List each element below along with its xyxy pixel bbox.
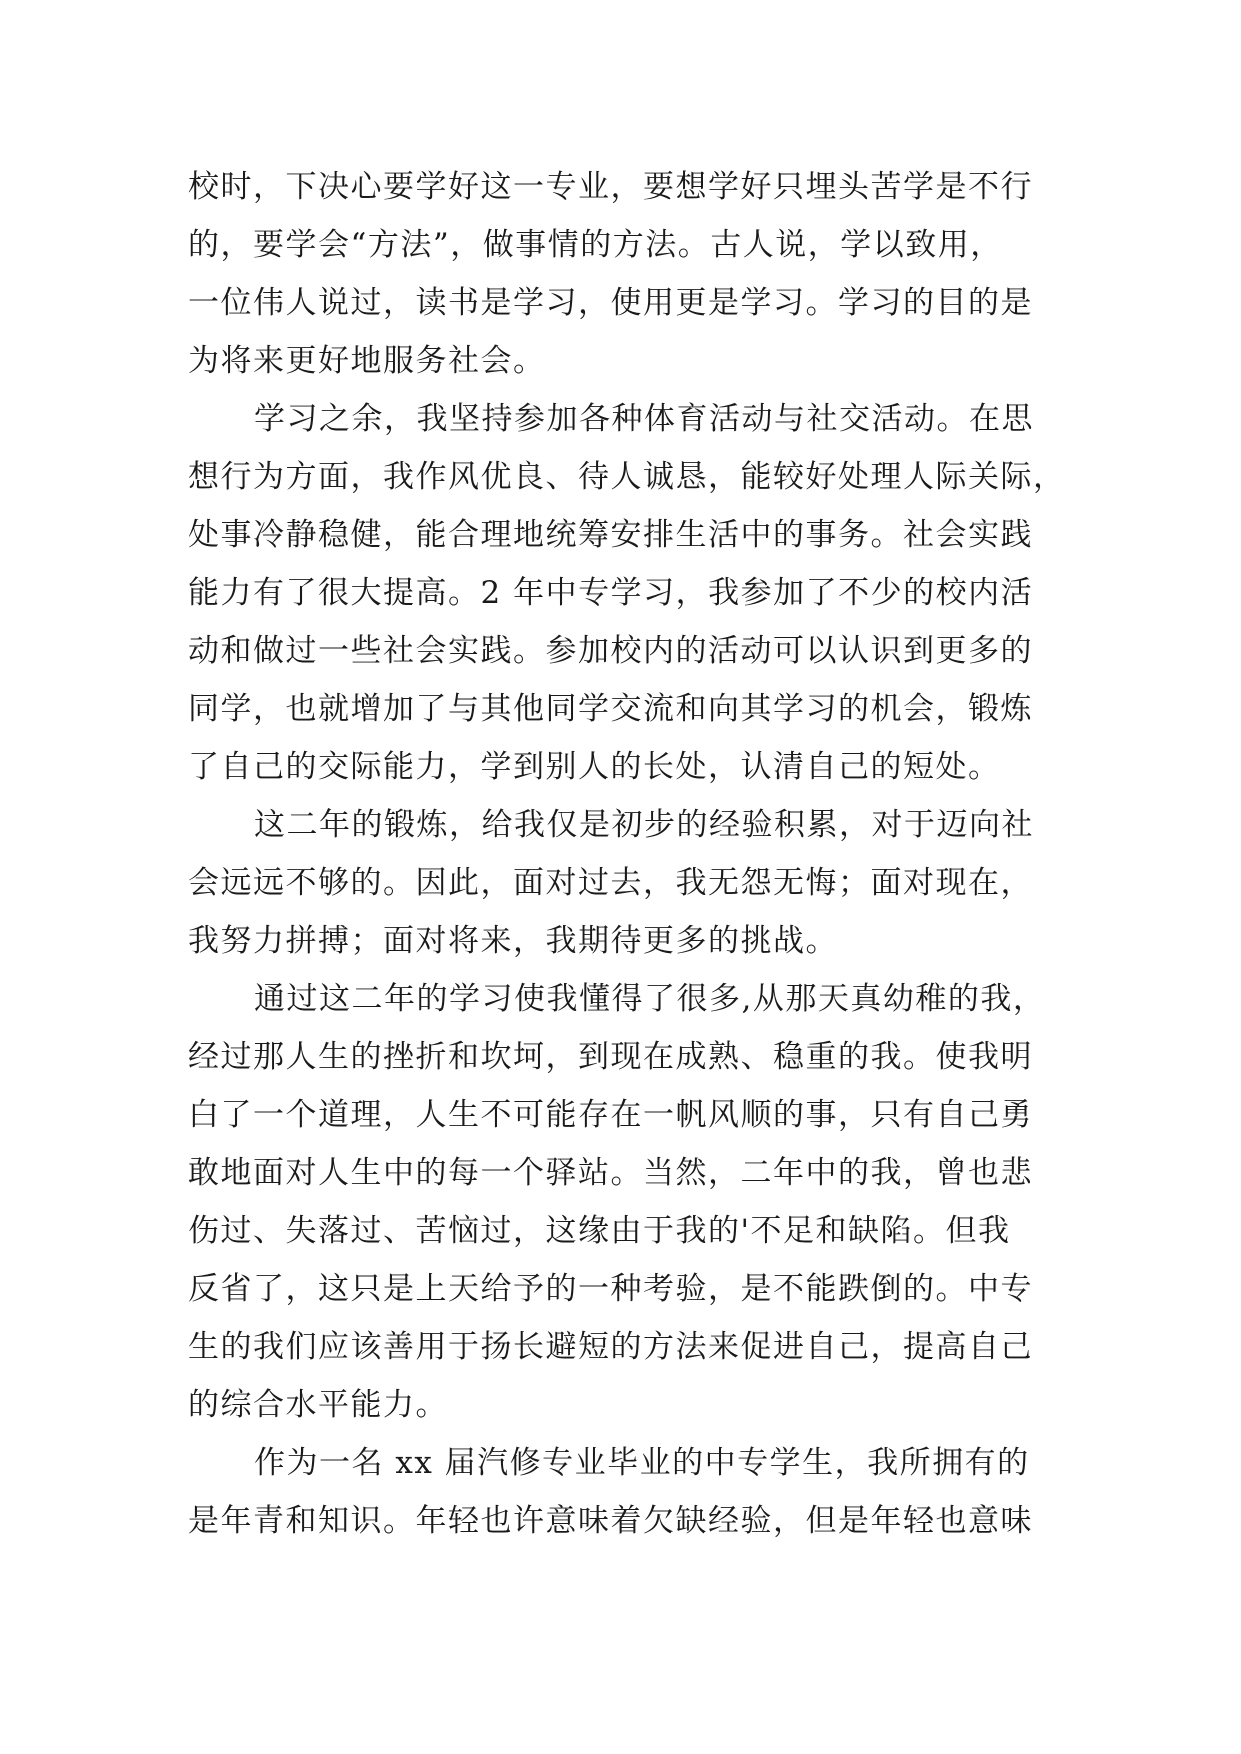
text-line: 一位伟人说过，读书是学习，使用更是学习。学习的目的是: [188, 285, 1033, 321]
text-line: 了自己的交际能力，学到别人的长处，认清自己的短处。: [188, 749, 1001, 785]
text-line: 想行为方面，我作风优良、待人诚恳，能较好处理人际关际，: [188, 459, 1066, 495]
text-line: 反省了，这只是上天给予的一种考验，是不能跌倒的。中专: [188, 1271, 1033, 1307]
text-line: 动和做过一些社会实践。参加校内的活动可以认识到更多的: [188, 633, 1033, 669]
text-line: 同学，也就增加了与其他同学交流和向其学习的机会，锻炼: [188, 691, 1033, 727]
text-line: 敢地面对人生中的每一个驿站。当然，二年中的我，曾也悲: [188, 1155, 1033, 1191]
paragraph-first-line: 通过这二年的学习使我懂得了很多,从那天真幼稚的我，: [254, 981, 1046, 1017]
paragraph-first-line: 作为一名 xx 届汽修专业毕业的中专学生，我所拥有的: [254, 1445, 1030, 1481]
text-line: 白了一个道理，人生不可能存在一帆风顺的事，只有自己勇: [188, 1097, 1033, 1133]
text-line: 经过那人生的挫折和坎坷，到现在成熟、稳重的我。使我明: [188, 1039, 1033, 1075]
paragraph-first-line: 这二年的锻炼，给我仅是初步的经验积累，对于迈向社: [254, 807, 1034, 843]
text-line: 伤过、失落过、苦恼过，这缘由于我的'不足和缺陷。但我: [188, 1213, 1011, 1249]
paragraph-first-line: 学习之余，我坚持参加各种体育活动与社交活动。在思: [254, 401, 1034, 437]
body-text: [188, 158, 1068, 1550]
text-line: 处事冷静稳健，能合理地统筹安排生活中的事务。社会实践: [188, 517, 1033, 553]
text-line: 校时，下决心要学好这一专业，要想学好只埋头苦学是不行: [188, 169, 1033, 205]
text-line: 我努力拼搏；面对将来，我期待更多的挑战。: [188, 923, 838, 959]
text-line: 能力有了很大提高。2 年中专学习，我参加了不少的校内活: [188, 575, 1034, 611]
text-line: 的综合水平能力。: [188, 1387, 448, 1423]
text-line: 为将来更好地服务社会。: [188, 343, 546, 379]
text-line: 会远远不够的。因此，面对过去，我无怨无悔；面对现在，: [188, 865, 1033, 901]
text-line: 是年青和知识。年轻也许意味着欠缺经验，但是年轻也意味: [188, 1503, 1033, 1539]
text-line: 生的我们应该善用于扬长避短的方法来促进自己，提高自己: [188, 1329, 1033, 1365]
text-line: 的，要学会“方法”，做事情的方法。古人说，学以致用，: [188, 227, 1003, 263]
